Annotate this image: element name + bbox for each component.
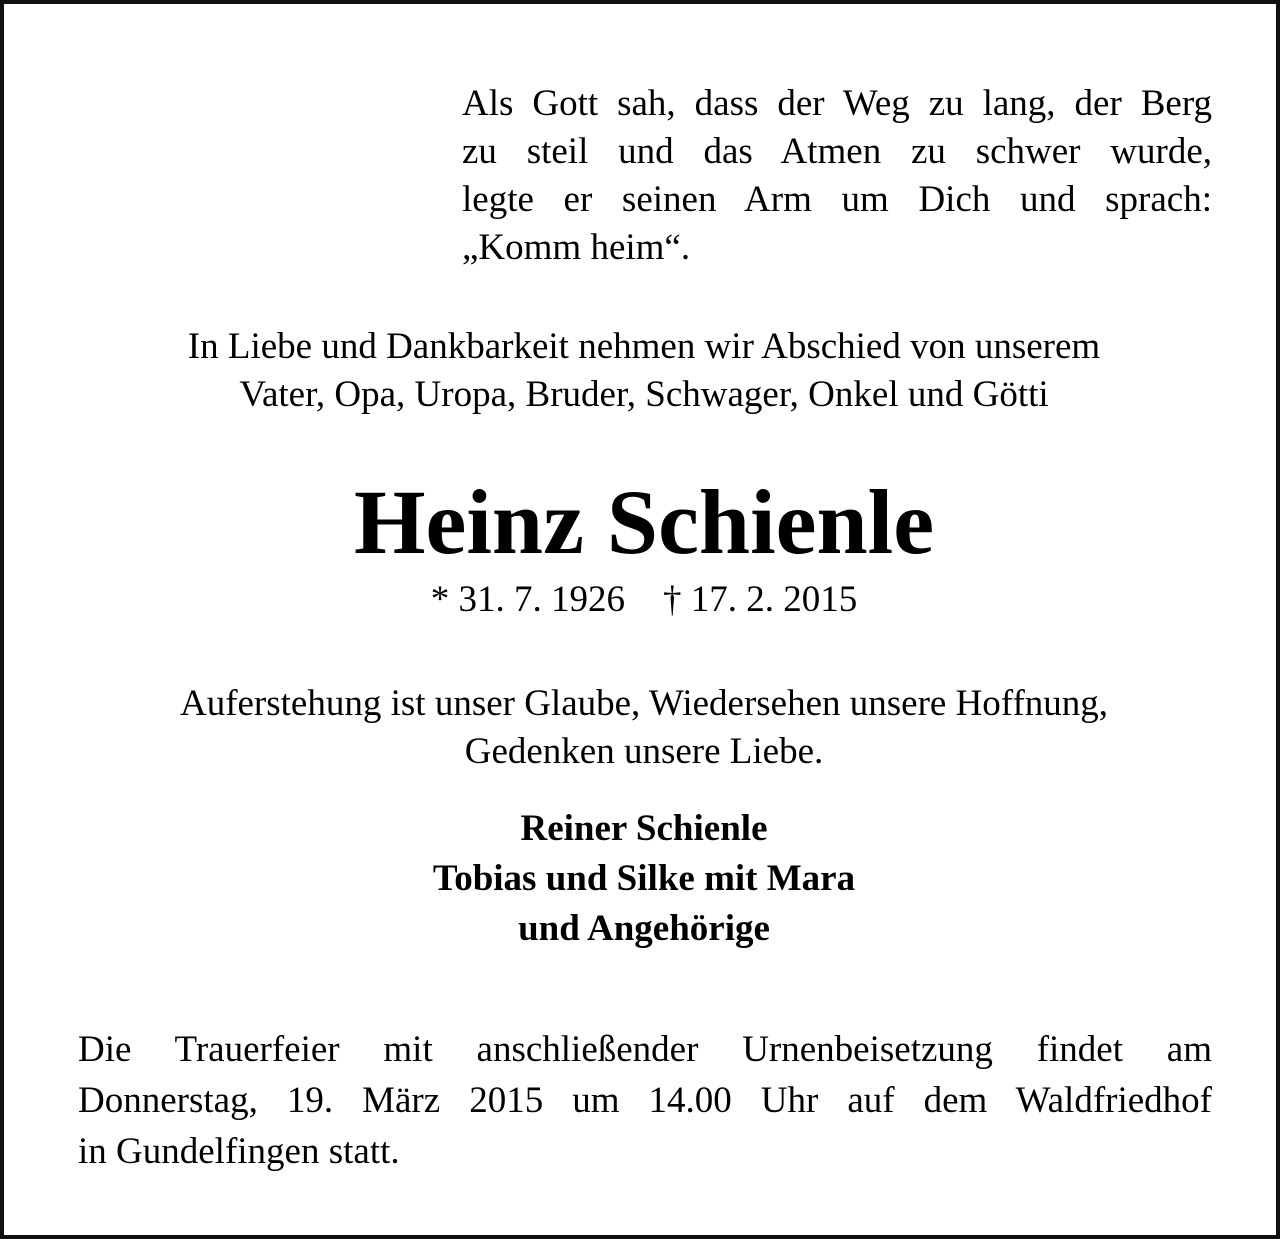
family-line: und Angehörige bbox=[518, 908, 770, 949]
death-date: † 17. 2. 2015 bbox=[663, 579, 858, 620]
deceased-name: Heinz Schienle bbox=[353, 471, 935, 573]
intro-line: In Liebe und Dankbarkeit nehmen wir Abschied von unserem bbox=[187, 326, 1101, 367]
motto-line: Gedenken unsere Liebe. bbox=[464, 731, 824, 772]
service-line: Die Trauerfeier mit anschließender Urnenbeisetzung findet am bbox=[78, 1029, 1212, 1070]
service-line: Donnerstag, 19. März 2015 um 14.00 Uhr auf dem Waldfriedhof bbox=[78, 1080, 1212, 1121]
poem-line: legte er seinen Arm um Dich und sprach: bbox=[462, 179, 1212, 220]
intro-line: Vater, Opa, Uropa, Bruder, Schwager, Onkel und Götti bbox=[239, 374, 1049, 415]
motto-line: Auferstehung ist unser Glaube, Wiedersehen unsere Hoffnung, bbox=[179, 683, 1109, 724]
family-line: Tobias und Silke mit Mara bbox=[432, 858, 856, 899]
poem-line: „Komm heim“. bbox=[462, 227, 691, 268]
life-dates bbox=[4, 578, 1280, 622]
poem-line: zu steil und das Atmen zu schwer wurde, bbox=[462, 131, 1212, 172]
service-line: in Gundelfingen statt. bbox=[78, 1131, 400, 1172]
poem-verse bbox=[462, 80, 1212, 272]
poem-line: Als Gott sah, dass der Weg zu lang, der Berg bbox=[462, 83, 1212, 124]
birth-date: * 31. 7. 1926 bbox=[430, 579, 625, 620]
faith-motto bbox=[4, 680, 1280, 776]
funeral-service-info bbox=[78, 1024, 1212, 1177]
mourning-family bbox=[4, 804, 1280, 954]
farewell-intro bbox=[4, 323, 1280, 419]
family-line: Reiner Schienle bbox=[520, 808, 768, 849]
